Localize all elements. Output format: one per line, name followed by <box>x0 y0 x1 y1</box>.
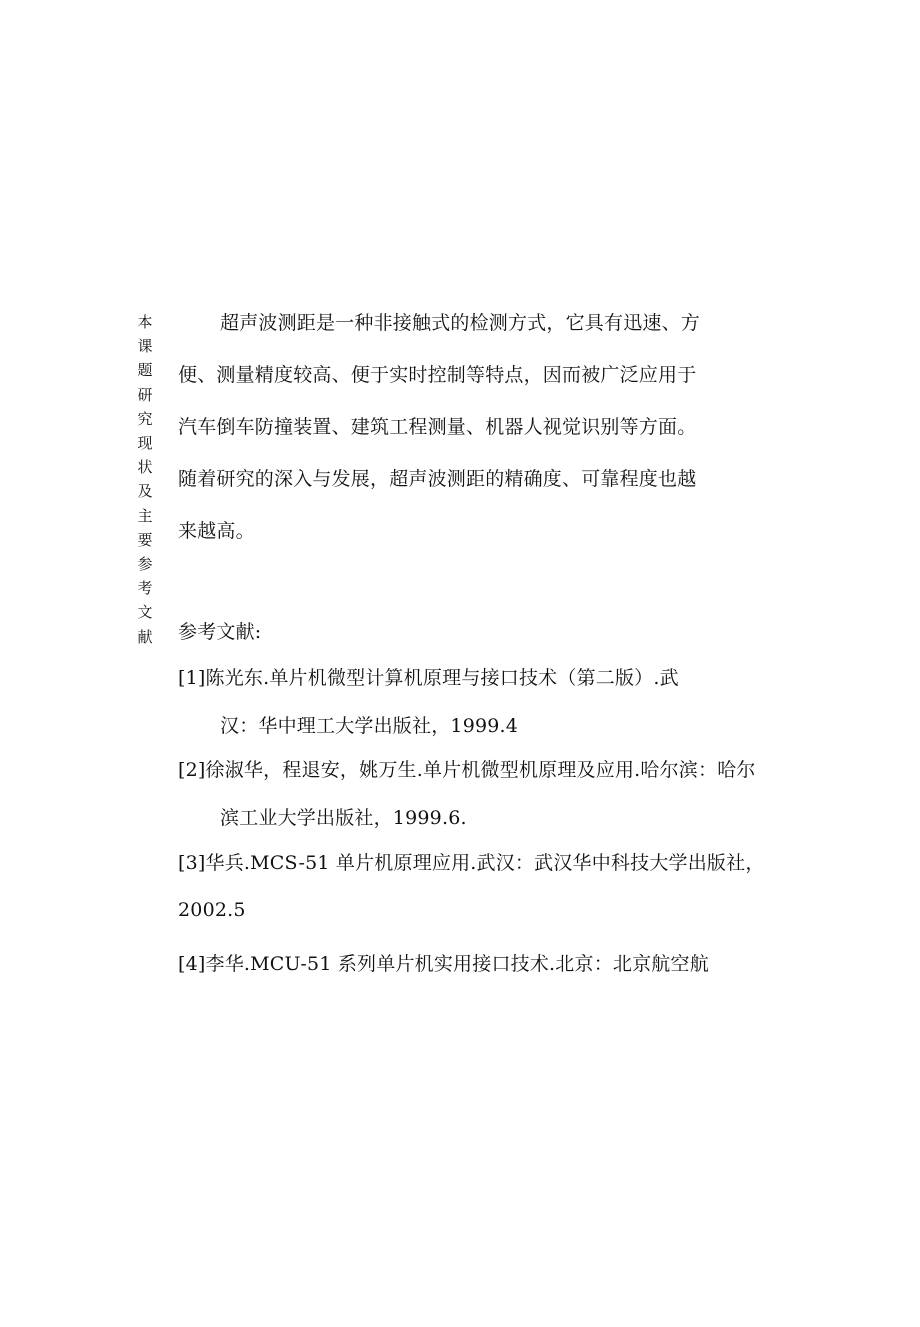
side-label-vertical: 本课题研究现状及主要参考文献 <box>137 313 153 646</box>
references-heading: 参考文献: <box>178 621 262 643</box>
reference-3-line-1: [3]华兵.MCS-51 单片机原理应用.武汉：武汉华中科技大学出版社， <box>178 852 765 874</box>
paragraph-line-5: 来越高。 <box>178 520 255 542</box>
reference-3-line-2: 2002.5 <box>178 899 246 921</box>
reference-1-line-2: 汉：华中理工大学出版社，1999.4 <box>220 715 519 737</box>
paragraph-line-1: 超声波测距是一种非接触式的检测方式，它具有迅速、方 <box>220 312 701 334</box>
paragraph-line-4: 随着研究的深入与发展，超声波测距的精确度、可靠程度也越 <box>178 468 697 490</box>
paragraph-line-2: 便、测量精度较高、便于实时控制等特点，因而被广泛应用于 <box>178 364 697 386</box>
reference-2-line-2: 滨工业大学出版社，1999.6. <box>220 807 467 829</box>
reference-4-line-1: [4]李华.MCU-51 系列单片机实用接口技术.北京：北京航空航 <box>178 953 709 975</box>
reference-2-line-1: [2]徐淑华，程退安，姚万生.单片机微型机原理及应用.哈尔滨：哈尔 <box>178 759 756 781</box>
reference-1-line-1: [1]陈光东.单片机微型计算机原理与接口技术（第二版）.武 <box>178 667 679 689</box>
paragraph-line-3: 汽车倒车防撞装置、建筑工程测量、机器人视觉识别等方面。 <box>178 416 697 438</box>
